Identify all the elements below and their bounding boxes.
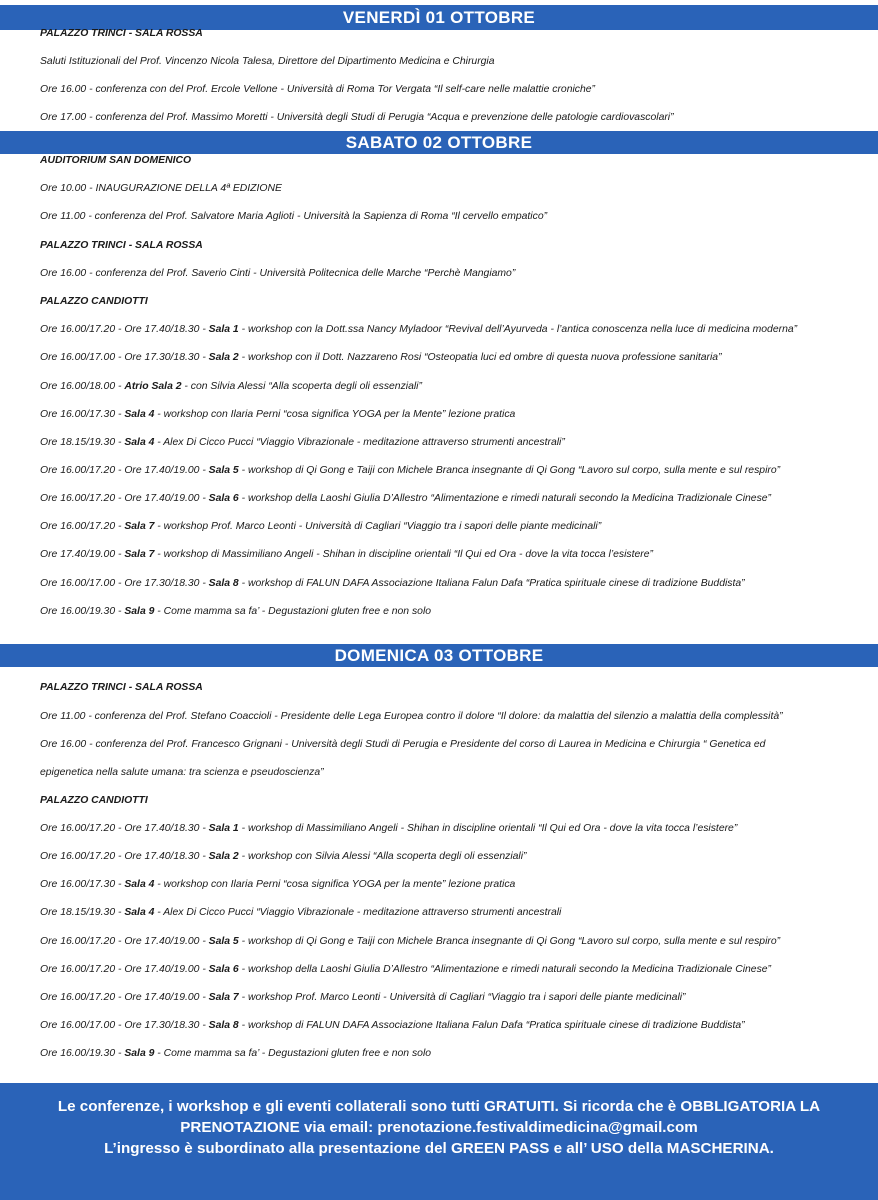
- program-entry: [40, 1020, 870, 1031]
- entry-text: Ore 16.00/17.20 - Ore 17.40/19.00 -: [40, 936, 209, 947]
- entry-text: Ore 18.15/19.30 -: [40, 437, 125, 448]
- entry-room: Sala 7: [124, 549, 155, 560]
- entry-detail: - Alex Di Cicco Pucci “Viaggio Vibrazionale - meditazione attraverso strumenti ancestrali: [154, 907, 562, 918]
- entry-text: Ore 11.00 - conferenza del Prof. Stefano Coaccioli - Presidente delle Lega Europea contro il dolore “Il dolore: da malattia del silenzio a malattia della complessità”: [40, 711, 783, 722]
- program-entry: [40, 112, 870, 123]
- entry-text: Ore 16.00/19.30 -: [40, 1048, 125, 1059]
- entry-room: Sala 1: [208, 324, 239, 335]
- entry-detail: - workshop con il Dott. Nazzareno Rosi “Osteopatia luci ed ombre di questa nuova professione sanitaria”: [238, 352, 722, 363]
- program-entry: [40, 409, 870, 420]
- entry-detail: - workshop con Silvia Alessi “Alla scoperta degli oli essenziali”: [238, 851, 527, 862]
- entry-text: Ore 10.00 - INAUGURAZIONE DELLA 4ª EDIZIONE: [40, 183, 282, 194]
- entry-text: Ore 16.00/17.20 - Ore 17.40/19.00 -: [40, 992, 209, 1003]
- program-entry: [40, 823, 870, 834]
- program-entry: [40, 1048, 870, 1059]
- entry-detail: - workshop della Laoshi Giulia D’Allestro “Alimentazione e rimedi naturali secondo la Medicina Tradizionale Cinese”: [238, 493, 772, 504]
- entry-text: Ore 16.00/17.30 -: [40, 879, 125, 890]
- program-entry: [40, 549, 870, 560]
- entry-room: Sala 9: [124, 1048, 155, 1059]
- entry-text: Ore 11.00 - conferenza del Prof. Salvatore Maria Aglioti - Università la Sapienza di Roma “Il cervello empatico”: [40, 211, 548, 222]
- entry-text: Ore 16.00 - conferenza del Prof. Saverio Cinti - Università Politecnica delle Marche “Perchè Mangiamo”: [40, 268, 516, 279]
- program-entry: [40, 465, 870, 476]
- venue-heading: PALAZZO CANDIOTTI: [40, 296, 148, 307]
- entry-room: Sala 4: [124, 409, 155, 420]
- venue-heading: PALAZZO TRINCI - SALA ROSSA: [40, 240, 203, 251]
- entry-room: Atrio Sala 2: [124, 381, 182, 392]
- entry-detail: - workshop di FALUN DAFA Associazione Italiana Falun Dafa “Pratica spirituale cinese di tradizione Buddista”: [238, 578, 745, 589]
- program-entry: [40, 739, 870, 750]
- entry-room: Sala 5: [208, 465, 239, 476]
- program-entry: [40, 84, 870, 95]
- venue-heading: PALAZZO CANDIOTTI: [40, 795, 148, 806]
- entry-text: Ore 16.00/17.20 -: [40, 521, 125, 532]
- entry-room: Sala 8: [208, 578, 239, 589]
- entry-text: Ore 16.00/19.30 -: [40, 606, 125, 617]
- entry-text: Ore 16.00 - conferenza del Prof. Francesco Grignani - Università degli Studi di Perugia e Presidente del corso di Laurea in Medicina e Chirurgia “ Genetica ed: [40, 739, 766, 750]
- entry-room: Sala 4: [124, 437, 155, 448]
- entry-room: Sala 4: [124, 879, 155, 890]
- program-entry: [40, 493, 870, 504]
- entry-room: Sala 4: [124, 907, 155, 918]
- entry-text: Ore 16.00/17.20 - Ore 17.40/18.30 -: [40, 823, 209, 834]
- entry-room: Sala 2: [208, 352, 239, 363]
- program-entry: [40, 56, 870, 67]
- entry-detail: - workshop Prof. Marco Leonti - Università di Cagliari “Viaggio tra i sapori delle piante medicinali”: [154, 521, 602, 532]
- program-entry: [40, 936, 870, 947]
- entry-detail: - workshop di Massimiliano Angeli - Shihan in discipline orientali “Il Qui ed Ora - dove la vita tocca l’esistere”: [154, 549, 653, 560]
- entry-detail: - Come mamma sa fa’ - Degustazioni gluten free e non solo: [154, 606, 432, 617]
- entry-room: Sala 7: [208, 992, 239, 1003]
- program-entry: [40, 964, 870, 975]
- entry-room: Sala 8: [208, 1020, 239, 1031]
- program-entry: [40, 907, 870, 918]
- footer-notice: [0, 1083, 878, 1200]
- program-entry: [40, 521, 870, 532]
- entry-text: Ore 16.00/18.00 -: [40, 381, 125, 392]
- entry-detail: - Alex Di Cicco Pucci “Viaggio Vibrazionale - meditazione attraverso strumenti ancestrali”: [154, 437, 565, 448]
- entry-text: Saluti Istituzionali del Prof. Vincenzo Nicola Talesa, Direttore del Dipartimento Medicina e Chirurgia: [40, 56, 495, 67]
- header-sunday: DOMENICA 03 OTTOBRE: [0, 644, 878, 667]
- entry-room: Sala 2: [208, 851, 239, 862]
- entry-detail: - Come mamma sa fa’ - Degustazioni gluten free e non solo: [154, 1048, 432, 1059]
- entry-text: epigenetica nella salute umana: tra scienza e pseudoscienza”: [40, 767, 324, 778]
- program-entry: [40, 211, 870, 222]
- program-entry: [40, 711, 870, 722]
- program-entry: [40, 767, 870, 778]
- entry-detail: - workshop Prof. Marco Leonti - Università di Cagliari “Viaggio tra i sapori delle piante medicinali”: [238, 992, 686, 1003]
- program-entry: [40, 606, 870, 617]
- entry-room: Sala 9: [124, 606, 155, 617]
- entry-detail: - workshop della Laoshi Giulia D’Allestro “Alimentazione e rimedi naturali secondo la Medicina Tradizionale Cinese”: [238, 964, 772, 975]
- entry-room: Sala 7: [124, 521, 155, 532]
- entry-text: Ore 16.00/17.00 - Ore 17.30/18.30 -: [40, 352, 209, 363]
- footer-line-2: PRENOTAZIONE via email: prenotazione.festivaldimedicina@gmail.com: [180, 1119, 698, 1136]
- venue-heading: PALAZZO TRINCI - SALA ROSSA: [40, 682, 203, 693]
- entry-detail: - con Silvia Alessi “Alla scoperta degli oli essenziali”: [181, 381, 422, 392]
- venue-heading: PALAZZO TRINCI - SALA ROSSA: [40, 28, 203, 39]
- entry-text: Ore 16.00/17.30 -: [40, 409, 125, 420]
- program-entry: [40, 437, 870, 448]
- entry-text: Ore 16.00/17.20 - Ore 17.40/19.00 -: [40, 964, 209, 975]
- entry-text: Ore 16.00/17.20 - Ore 17.40/19.00 -: [40, 493, 209, 504]
- program-entry: [40, 268, 870, 279]
- entry-detail: - workshop con la Dott.ssa Nancy Myladoor “Revival dell’Ayurveda - l’antica conoscenza nella luce di medicina moderna”: [238, 324, 798, 335]
- entry-detail: - workshop di FALUN DAFA Associazione Italiana Falun Dafa “Pratica spirituale cinese di tradizione Buddista”: [238, 1020, 745, 1031]
- entry-text: Ore 16.00/17.20 - Ore 17.40/19.00 -: [40, 465, 209, 476]
- program-entry: [40, 352, 870, 363]
- program-entry: [40, 992, 870, 1003]
- entry-text: Ore 17.00 - conferenza del Prof. Massimo Moretti - Università degli Studi di Perugia “Acqua e prevenzione delle patologie cardiovascolari”: [40, 112, 674, 123]
- entry-text: Ore 17.40/19.00 -: [40, 549, 125, 560]
- entry-text: Ore 16.00/17.00 - Ore 17.30/18.30 -: [40, 1020, 209, 1031]
- program-entry: [40, 324, 870, 335]
- program-entry: [40, 879, 870, 890]
- entry-room: Sala 6: [208, 493, 239, 504]
- header-saturday: SABATO 02 OTTOBRE: [0, 131, 878, 154]
- entry-detail: - workshop di Massimiliano Angeli - Shihan in discipline orientali “Il Qui ed Ora - dove la vita tocca l’esistere”: [238, 823, 738, 834]
- program-entry: [40, 381, 870, 392]
- footer-line-3: L’ingresso è subordinato alla presentazione del GREEN PASS e all’ USO della MASCHERINA.: [104, 1140, 774, 1157]
- entry-text: Ore 16.00/17.00 - Ore 17.30/18.30 -: [40, 578, 209, 589]
- header-friday: VENERDÌ 01 OTTOBRE: [0, 5, 878, 30]
- entry-text: Ore 18.15/19.30 -: [40, 907, 125, 918]
- entry-detail: - workshop di Qi Gong e Taiji con Michele Branca insegnante di Qi Gong “Lavoro sul corpo, sulla mente e sul respiro”: [238, 465, 781, 476]
- entry-room: Sala 5: [208, 936, 239, 947]
- venue-heading: AUDITORIUM SAN DOMENICO: [40, 155, 192, 166]
- entry-room: Sala 1: [208, 823, 239, 834]
- entry-room: Sala 6: [208, 964, 239, 975]
- program-entry: [40, 851, 870, 862]
- entry-detail: - workshop con Ilaria Perni “cosa significa YOGA per la Mente” lezione pratica: [154, 409, 516, 420]
- entry-text: Ore 16.00/17.20 - Ore 17.40/18.30 -: [40, 851, 209, 862]
- entry-text: Ore 16.00 - conferenza con del Prof. Ercole Vellone - Università di Roma Tor Vergata “Il self-care nelle malattie croniche”: [40, 84, 595, 95]
- program-entry: [40, 578, 870, 589]
- footer-line-1: Le conferenze, i workshop e gli eventi collaterali sono tutti GRATUITI. Si ricorda che è OBBLIGATORIA LA: [57, 1098, 821, 1115]
- entry-detail: - workshop di Qi Gong e Taiji con Michele Branca insegnante di Qi Gong “Lavoro sul corpo, sulla mente e sul respiro”: [238, 936, 781, 947]
- program-entry: [40, 183, 870, 194]
- entry-text: Ore 16.00/17.20 - Ore 17.40/18.30 -: [40, 324, 209, 335]
- entry-detail: - workshop con Ilaria Perni “cosa significa YOGA per la mente” lezione pratica: [154, 879, 516, 890]
